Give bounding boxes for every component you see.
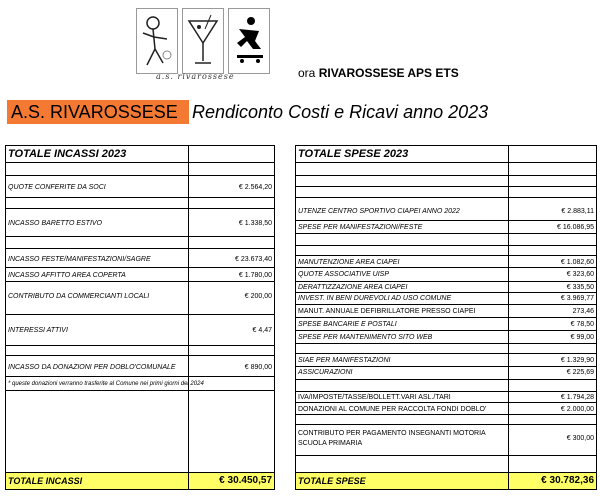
spese-row-label: MANUT. ANNUALE DEFIBRILLATORE PRESSO CIAPEI [298, 308, 476, 315]
spese-total-label: TOTALE SPESE [298, 476, 366, 486]
ora-prefix: ora [298, 66, 316, 80]
incassi-row-amount: € 200,00 [244, 293, 272, 300]
spese-row-label: SPESE PER MANTENIMENTO SITO WEB [298, 334, 433, 341]
spese-title: TOTALE SPESE 2023 [298, 148, 409, 160]
spese-row-amount: € 2.883,11 [561, 208, 594, 215]
cocktail-glass-icon [182, 8, 224, 74]
spese-row-label: DONAZIONI AL COMUNE PER RACCOLTA FONDI DOBLO' [298, 406, 487, 413]
spese-row-amount: € 1.329,90 [560, 357, 594, 364]
spese-total-amount: € 30.782,36 [541, 475, 594, 486]
spese-row-label: IVA/IMPOSTE/TASSE/BOLLETT.VARI ASL./TARI [298, 394, 451, 401]
spese-row-label: CONTRIBUTO PER PAGAMENTO INSEGNANTI MOTORIA [298, 430, 486, 437]
logo-caption: a.s. rivarossese [156, 72, 235, 81]
spese-row-label: UTENZE CENTRO SPORTIVO CIAPEI ANNO 2022 [298, 208, 460, 215]
sports-figure-icon [136, 8, 178, 74]
spese-row-label: QUOTE ASSOCIATIVE UISP [298, 271, 390, 278]
spese-row-label: SPESE BANCARIE E POSTALI [298, 321, 397, 328]
incassi-total-label: TOTALE INCASSI [8, 476, 83, 486]
incassi-title: TOTALE INCASSI 2023 [8, 148, 127, 160]
spese-row-amount: € 3.969,77 [560, 295, 594, 302]
incassi-row-label: INTERESSI ATTIVI [8, 327, 68, 334]
spese-row-label-line2: SCUOLA PRIMARIA [298, 440, 363, 447]
spese-row-amount: € 323,60 [566, 271, 594, 278]
incassi-row-label: QUOTE CONFERITE DA SOCI [8, 184, 106, 191]
skateboarder-icon [228, 8, 270, 74]
spese-row-amount: € 300,00 [566, 435, 594, 442]
incassi-note: * queste donazioni verranno trasferite al Comune nei primi giorni del 2024 [8, 381, 204, 387]
spese-row-label: SIAE PER MANIFESTAZIONI [298, 357, 391, 364]
incassi-row-label: INCASSO BARETTO ESTIVO [8, 220, 103, 227]
incassi-row-label: INCASSO AFFITTO AREA COPERTA [8, 272, 126, 279]
incassi-row-amount: € 4,47 [252, 327, 272, 334]
incassi-row-amount: € 890,00 [244, 364, 272, 371]
spese-row-label: ASSICURAZIONI [298, 369, 353, 376]
spese-row-amount: € 2.000,00 [560, 406, 594, 413]
spese-row-label: SPESE PER MANIFESTAZIONI/FESTE [298, 224, 423, 231]
spese-row-amount: € 1.794,28 [560, 394, 594, 401]
spese-row-amount: € 1.082,60 [560, 259, 594, 266]
spese-row-amount: € 78,50 [570, 321, 594, 328]
incassi-row-amount: € 2.564,20 [238, 184, 272, 191]
spese-row-amount: € 99,00 [570, 334, 594, 341]
incassi-row-amount: € 23.673,40 [235, 256, 272, 263]
association-logo [136, 8, 272, 80]
incassi-row-amount: € 1.780,00 [238, 272, 272, 279]
incassi-total-amount: € 30.450,57 [219, 475, 272, 486]
spese-row-amount: € 16.086,95 [557, 224, 594, 231]
new-name-line [298, 66, 459, 80]
report-subtitle: Rendiconto Costi e Ricavi anno 2023 [192, 102, 489, 122]
spese-row-amount: 273,46 [572, 308, 594, 315]
spese-row-label: DERATTIZZAZIONE AREA CIAPEI [298, 284, 408, 291]
spese-row-label: MANUTENZIONE AREA CIAPEI [298, 259, 400, 266]
org-name-banner: A.S. RIVAROSSESE [7, 100, 189, 124]
incassi-row-label: CONTRIBUTO DA COMMERCIANTI LOCALI [8, 293, 150, 300]
spese-row-label: INVEST. IN BENI DUREVOLI AD USO COMUNE [298, 295, 452, 302]
incassi-row-amount: € 1.338,50 [238, 220, 272, 227]
ora-name: RIVAROSSESE APS ETS [318, 66, 459, 80]
incassi-row-label: INCASSO FESTE/MANIFESTAZIONI/SAGRE [8, 256, 151, 263]
incassi-row-label: INCASSO DA DONAZIONI PER DOBLO'COMUNALE [8, 364, 176, 371]
spese-row-amount: € 225,69 [566, 369, 594, 376]
spese-row-amount: € 335,50 [566, 284, 594, 291]
